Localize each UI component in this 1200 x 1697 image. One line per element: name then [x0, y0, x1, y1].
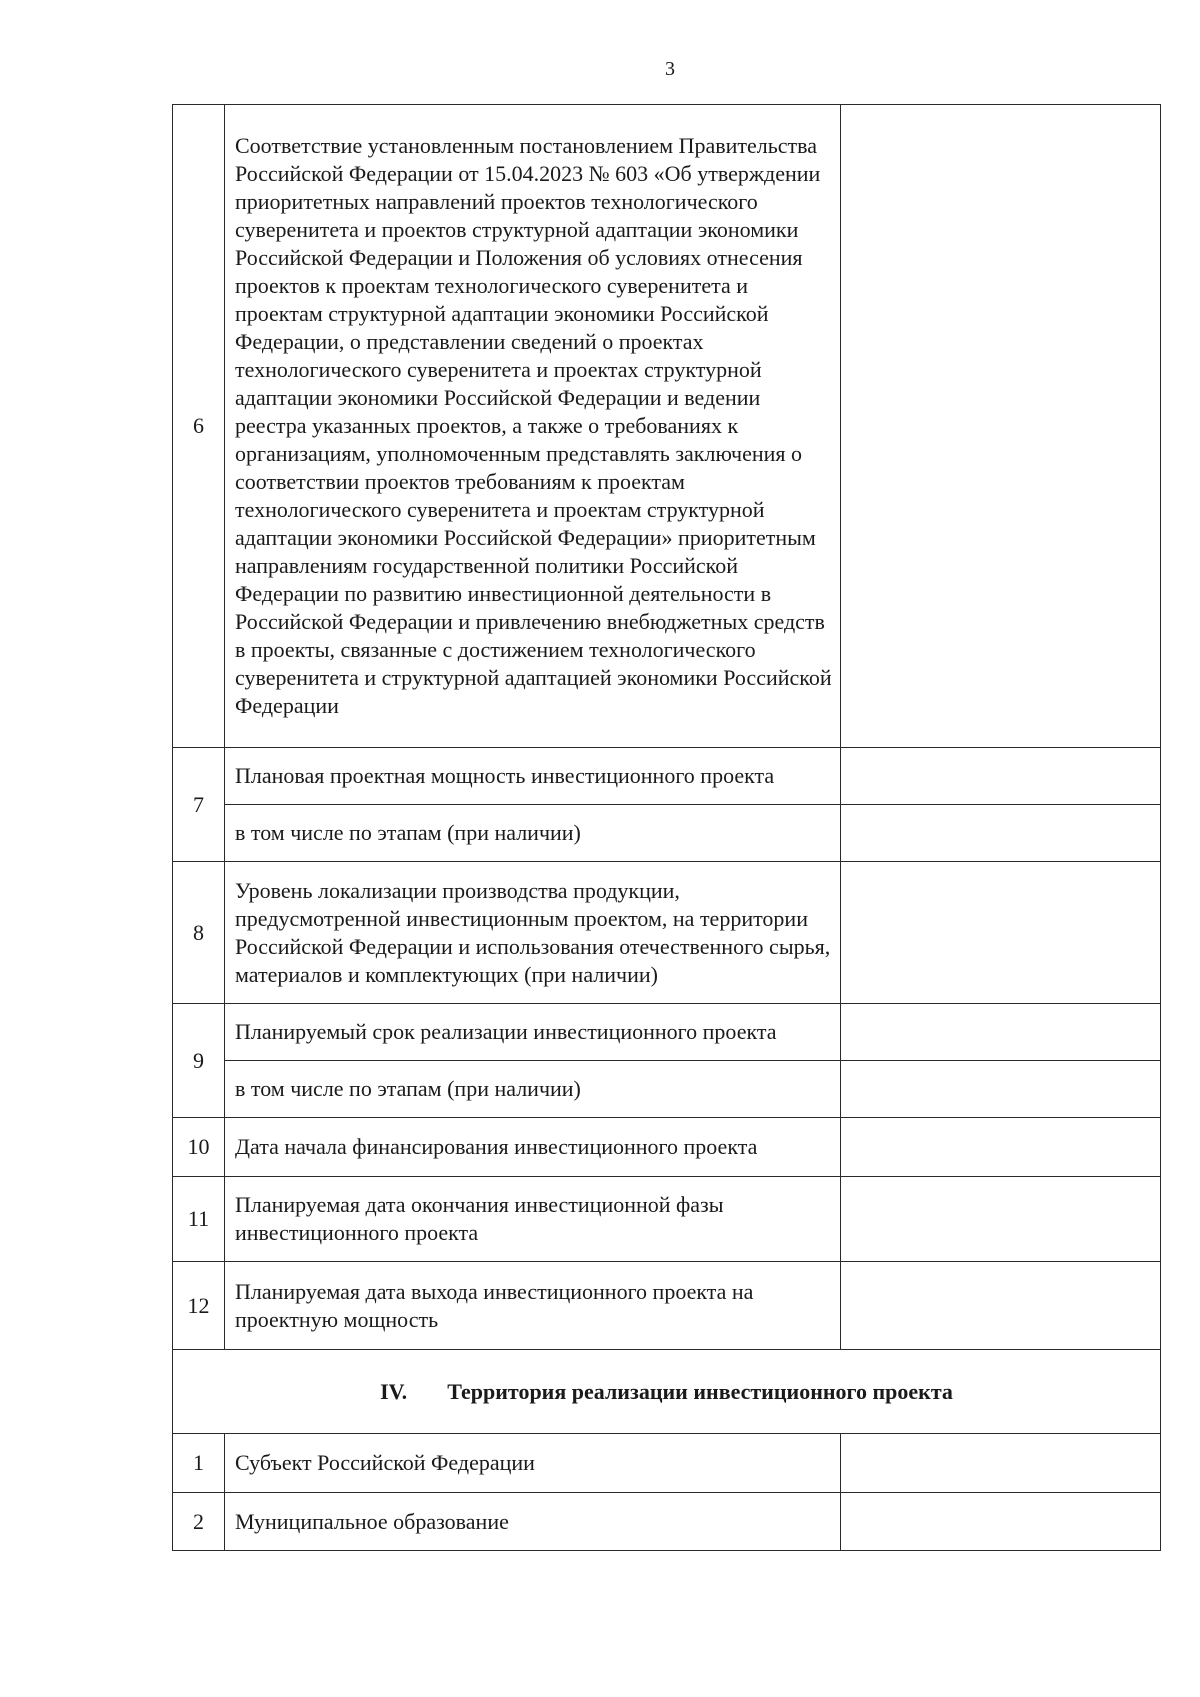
- row-description: Субъект Российской Федерации: [225, 1434, 841, 1493]
- row-number: 8: [173, 862, 225, 1004]
- row-value-cell[interactable]: [841, 105, 1161, 748]
- table-row: [173, 862, 1161, 1004]
- section-header-row: [173, 1350, 1161, 1434]
- row-number: 12: [173, 1262, 225, 1350]
- row-description: Соответствие установленным постановлением Правительства Российской Федерации от 15.04.2023 № 603 «Об утверждении приоритетных направлений проектов технологического суверенитета и проектов структурной адаптации экономики Российской Федерации и Положения об условиях отнесения проектов к проектам технологического суверенитета и проектам структурной адаптации экономики Российской Федерации, о представлении сведений о проектах технологического суверенитета и проектах структурной адаптации экономики Российской Федерации и ведении реестра указанных проектов, а также о требованиях к организациям, уполномоченным представлять заключения о соответствии проектов требованиям к проектам технологического суверенитета и проектам структурной адаптации экономики Российской Федерации» приоритетным направлениям государственной политики Российской Федерации по развитию инвестиционной деятельности в Российской Федерации и привлечению внебюджетных средств в проекты, связанные с достижением технологического суверенитета и структурной адаптацией экономики Российской Федерации: [225, 105, 841, 748]
- row-value-cell[interactable]: [841, 748, 1161, 805]
- table-row: [173, 1118, 1161, 1177]
- row-description: Планируемый срок реализации инвестиционного проекта: [225, 1004, 841, 1061]
- table-row: [173, 805, 1161, 862]
- row-number: 2: [173, 1493, 225, 1551]
- row-number: 11: [173, 1177, 225, 1262]
- row-number: 10: [173, 1118, 225, 1177]
- section-header: [173, 1350, 1161, 1434]
- row-description: в том числе по этапам (при наличии): [225, 1061, 841, 1118]
- row-value-cell[interactable]: [841, 1493, 1161, 1551]
- row-number: 7: [173, 748, 225, 862]
- row-number: 9: [173, 1004, 225, 1118]
- section-title: Территория реализации инвестиционного проекта: [447, 1378, 953, 1404]
- table-row: [173, 1493, 1161, 1551]
- table-row: [173, 105, 1161, 748]
- row-description: Муниципальное образование: [225, 1493, 841, 1551]
- table-row: [173, 748, 1161, 805]
- application-form-table: [172, 104, 1161, 1551]
- row-value-cell[interactable]: [841, 1177, 1161, 1262]
- row-number: 1: [173, 1434, 225, 1493]
- row-description: Дата начала финансирования инвестиционного проекта: [225, 1118, 841, 1177]
- row-value-cell[interactable]: [841, 805, 1161, 862]
- row-description: Планируемая дата окончания инвестиционной фазы инвестиционного проекта: [225, 1177, 841, 1262]
- row-value-cell[interactable]: [841, 1262, 1161, 1350]
- row-value-cell[interactable]: [841, 1061, 1161, 1118]
- table-row: [173, 1061, 1161, 1118]
- table-row: [173, 1177, 1161, 1262]
- row-number: 6: [173, 105, 225, 748]
- row-value-cell[interactable]: [841, 1004, 1161, 1061]
- table-row: [173, 1434, 1161, 1493]
- table-row: [173, 1262, 1161, 1350]
- section-number: IV.: [380, 1378, 408, 1404]
- page-number: 3: [665, 58, 675, 80]
- row-description: Планируемая дата выхода инвестиционного проекта на проектную мощность: [225, 1262, 841, 1350]
- row-description: Уровень локализации производства продукции, предусмотренной инвестиционным проектом, на территории Российской Федерации и использования отечественного сырья, материалов и комплектующих (при наличии): [225, 862, 841, 1004]
- table-row: [173, 1004, 1161, 1061]
- row-value-cell[interactable]: [841, 1434, 1161, 1493]
- row-description: в том числе по этапам (при наличии): [225, 805, 841, 862]
- row-value-cell[interactable]: [841, 1118, 1161, 1177]
- row-description: Плановая проектная мощность инвестиционного проекта: [225, 748, 841, 805]
- row-value-cell[interactable]: [841, 862, 1161, 1004]
